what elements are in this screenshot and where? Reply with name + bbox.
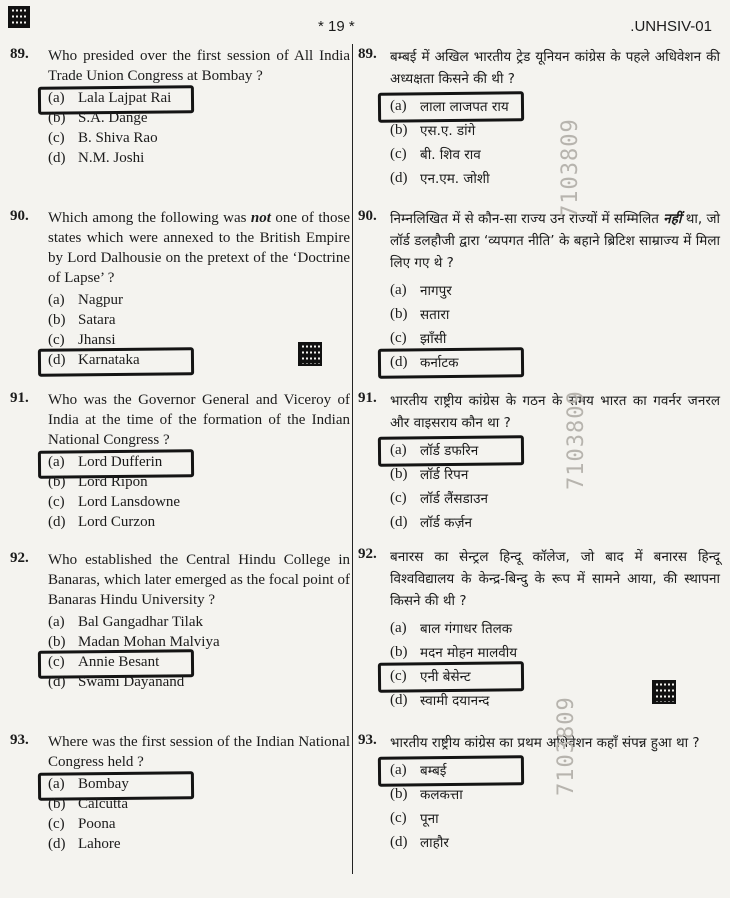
question-text: Who was the Governor General and Viceroy of India at the time of the formation of the Indian National Congress ?	[48, 392, 350, 448]
question-number: 93.	[10, 732, 29, 748]
paper-code: .UNHSIV-01	[630, 18, 712, 35]
question-number: 90.	[358, 208, 377, 224]
option-b[interactable]: (b) Madan Mohan Malviya	[48, 633, 220, 650]
question-number: 89.	[10, 46, 29, 62]
question-number: 93.	[358, 732, 377, 748]
options-list	[390, 438, 720, 534]
option-c[interactable]: (c) बी. शिव राव	[390, 145, 481, 163]
option-a-marked[interactable]: (a) Lala Lajpat Rai	[48, 88, 350, 108]
question-92-hindi	[358, 546, 720, 712]
question-number: 92.	[10, 550, 29, 566]
option-d[interactable]: (d) स्वामी दयानन्द	[390, 691, 490, 709]
option-d-marked[interactable]: (d) Karnataka	[48, 350, 350, 370]
option-a[interactable]: (a) नागपुर	[390, 281, 452, 299]
question-text: बनारस का सेन्ट्रल हिन्दू कॉलेज, जो बाद में बनारस हिन्दू विश्वविद्यालय के केन्द्र-बिन्दु के रूप में सामने आया, की स्थापना किसने की थी ?	[390, 549, 720, 609]
watermark-stamp: 7103809	[564, 390, 589, 490]
option-c[interactable]: (c) लॉर्ड लैंसडाउन	[390, 489, 489, 507]
question-text: Who presided over the first session of All India Trade Union Congress at Bombay ?	[48, 48, 350, 84]
question-89-hindi	[358, 46, 720, 190]
option-a-marked[interactable]: (a) लाला लाजपत राय	[390, 94, 720, 118]
option-c[interactable]: (c) पूना	[390, 809, 439, 827]
question-number: 91.	[10, 390, 29, 406]
question-text: Which among the following was not one of those states which were annexed to the British Empire by Lord Dalhousie on the pretext of the ‘Doctrine of Lapse’ ?	[48, 210, 350, 286]
options-list	[48, 452, 350, 532]
watermark-stamp: 7103809	[558, 118, 583, 218]
option-b[interactable]: (b) लॉर्ड रिपन	[390, 465, 469, 483]
page-header	[0, 12, 730, 38]
option-c-marked[interactable]: (c) एनी बेसेन्ट	[390, 664, 720, 688]
option-a-marked[interactable]: (a) Lord Dufferin	[48, 452, 350, 472]
options-list	[48, 612, 350, 692]
options-list	[48, 774, 350, 854]
question-90	[10, 208, 350, 370]
option-b[interactable]: (b) मदन मोहन मालवीय	[390, 643, 518, 661]
option-b[interactable]: (b) एस.ए. डांगे	[390, 121, 476, 139]
question-number: 90.	[10, 208, 29, 224]
question-text: बम्बई में अखिल भारतीय ट्रेड यूनियन कांग्रेस के पहले अधिवेशन की अध्यक्षता किसने की थी ?	[390, 49, 720, 87]
option-d[interactable]: (d) एन.एम. जोशी	[390, 169, 490, 187]
question-text: भारतीय राष्ट्रीय कांग्रेस का प्रथम अधिवेशन कहाँ संपन्न हुआ था ?	[390, 735, 700, 751]
option-b[interactable]: (b) Lord Ripon	[48, 473, 148, 490]
options-list	[48, 88, 350, 168]
option-c[interactable]: (c) Jhansi	[48, 331, 116, 348]
option-c[interactable]: (c) B. Shiva Rao	[48, 129, 158, 146]
option-b[interactable]: (b) सतारा	[390, 305, 450, 323]
question-number: 89.	[358, 46, 377, 62]
option-d-marked[interactable]: (d) कर्नाटक	[390, 350, 720, 374]
option-c[interactable]: (c) Lord Lansdowne	[48, 493, 181, 510]
option-c[interactable]: (c) झाँसी	[390, 329, 447, 347]
question-93	[10, 732, 350, 854]
options-list	[48, 290, 350, 370]
option-b[interactable]: (b) कलकत्ता	[390, 785, 463, 803]
option-d[interactable]: (d) N.M. Joshi	[48, 149, 145, 166]
option-d[interactable]: (d) Swami Dayanand	[48, 673, 185, 690]
watermark-stamp: 7103809	[554, 696, 579, 796]
question-text: भारतीय राष्ट्रीय कांग्रेस के गठन के समय भारत का गवर्नर जनरल और वाइसराय कौन था ?	[390, 393, 720, 431]
option-d[interactable]: (d) Lord Curzon	[48, 513, 156, 530]
page-number: * 19 *	[318, 18, 355, 35]
option-d[interactable]: (d) लाहौर	[390, 833, 449, 851]
question-number: 92.	[358, 546, 377, 562]
option-a-marked[interactable]: (a) Bombay	[48, 774, 350, 794]
question-91	[10, 390, 350, 532]
option-a[interactable]: (a) Bal Gangadhar Tilak	[48, 613, 203, 630]
question-90-hindi	[358, 208, 720, 374]
options-list	[390, 94, 720, 190]
question-number: 91.	[358, 390, 377, 406]
option-a[interactable]: (a) Nagpur	[48, 291, 123, 308]
option-d[interactable]: (d) Lahore	[48, 835, 121, 852]
options-list	[390, 278, 720, 374]
option-a-marked[interactable]: (a) बम्बई	[390, 758, 720, 782]
question-text: Who established the Central Hindu College in Banaras, which later emerged as the focal point of Banaras Hindu University ?	[48, 552, 350, 608]
question-text: Where was the first session of the Indian National Congress held ?	[48, 734, 350, 770]
question-93-hindi	[358, 732, 720, 854]
question-92	[10, 550, 350, 692]
option-c-marked[interactable]: (c) Annie Besant	[48, 652, 350, 672]
question-91-hindi	[358, 390, 720, 534]
question-text: निम्नलिखित में से कौन-सा राज्य उन राज्यों में सम्मिलित नहीं था, जो लॉर्ड डलहौजी द्वारा ‘व्यपगत नीति’ के बहाने ब्रिटिश साम्राज्य में मिला लिए गए थे ?	[390, 211, 720, 271]
option-c[interactable]: (c) Poona	[48, 815, 116, 832]
option-a[interactable]: (a) बाल गंगाधर तिलक	[390, 619, 513, 637]
column-divider	[352, 44, 353, 874]
option-b[interactable]: (b) S.A. Dange	[48, 109, 148, 126]
option-b[interactable]: (b) Satara	[48, 311, 116, 328]
option-b[interactable]: (b) Calcutta	[48, 795, 128, 812]
question-89	[10, 46, 350, 168]
option-a-marked[interactable]: (a) लॉर्ड डफरिन	[390, 438, 720, 462]
option-d[interactable]: (d) लॉर्ड कर्ज़न	[390, 513, 473, 531]
